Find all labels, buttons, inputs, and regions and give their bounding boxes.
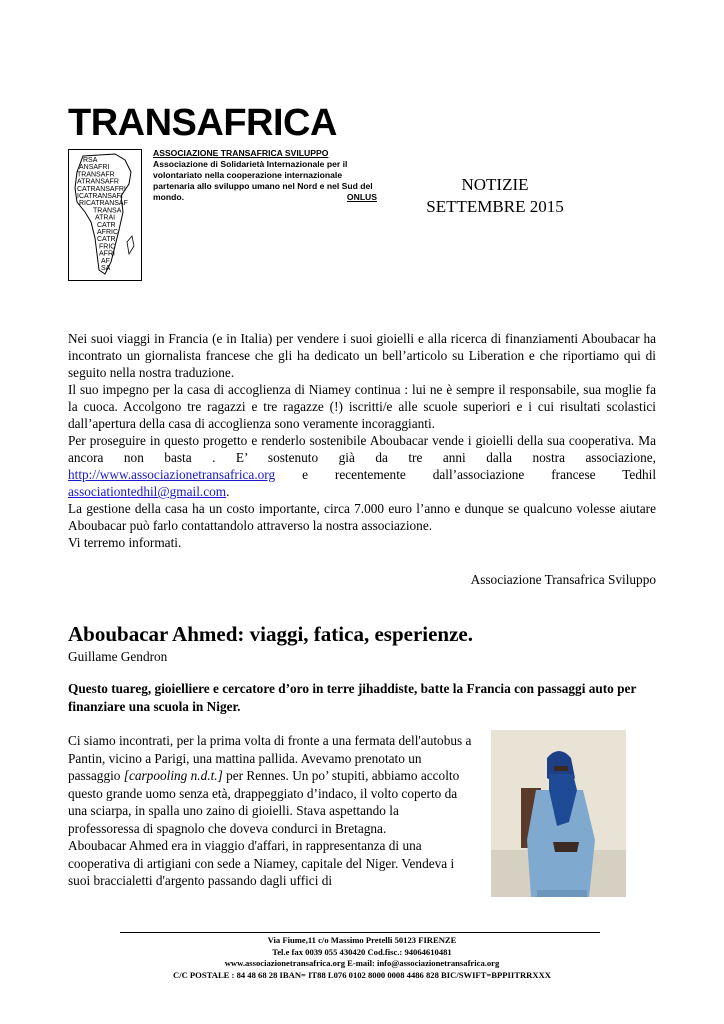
logo-text-line: AFRI [99,250,115,258]
africa-map-icon [69,150,141,280]
footer [68,935,656,981]
logo-text-line: ATRAI [95,214,116,222]
email-link[interactable]: associationtedhil@gmail.com [68,484,227,499]
logo-text-line: TRANSA [93,207,122,215]
logo-text-line: ICATRANSAFI [77,193,123,200]
article-paragraph: Aboubacar Ahmed era in viaggio d'affari, in rappresentanza di una cooperativa di artigiani con sede a Niamey, capitale del Niger. Vendeva i suoi braccialetti d'argento passando dagli uffici di [68,838,455,888]
website-link[interactable]: http://www.associazionetransafrica.org [68,467,276,482]
article-author: Guillame Gendron [68,649,168,664]
footer-phone: Tel.e fax 0039 055 430420 Cod.fisc.: 94064610481 [272,946,452,957]
article-lead: Questo tuareg, gioielliere e cercatore d’oro in terre jihaddiste, batte la Francia con passaggi auto per finanziare una scuola in Niger. [68,681,637,714]
logo-text-line: CATR [97,221,116,229]
logo-text-line: AFRIC [97,229,118,236]
portrait-photo [491,730,626,897]
tuareg-man-photo-icon [491,730,626,897]
onlus-label: ONLUS [346,192,377,202]
logo-text-line: ANSAFRI [79,164,110,172]
page-title: TRANSAFRICA [68,102,337,144]
intro-paragraph: Vi terremo informati. [68,535,182,550]
logo-text-line: ATRANSAFR [77,178,119,186]
footer-web: www.associazionetransafrica.org E-mail: info@associazionetransafrica.org [224,958,500,968]
logo-text-line: TRANSAFR [77,171,115,179]
intro-paragraph: Nei suoi viaggi in Francia (e in Italia) per vendere i suoi gioielli e alla ricerca di finanziamenti Aboubacar ha incontrato un giornalista francese che gli ha dedicato un bell’articolo su Liberation e che riportiamo qui di seguito nella nostra traduzione. [68,331,656,380]
association-description: Associazione di Solidarietà Internazionale per il volontariato nella cooperazione internazionale partenaria allo sviluppo umano nel Nord e nel Sud del mondo. [153,159,373,202]
signature: Associazione Transafrica Sviluppo [470,572,656,587]
association-block [153,148,381,203]
logo-text-line: AF [101,257,110,265]
footer-address: Via Fiume,11 c/o Massimo Pretelli 50123 FIRENZE [267,935,457,945]
article-paragraph: Ci siamo incontrati, per la prima volta di fronte a una fermata dell'autobus a Pantin, vicino a Parigi, una mattina pallida. Avevamo prenotato un passaggio [carpooling n.d.t.] per Rennes. Un po’ stupiti, abbiamo accolto questo grande uomo senza età, drappeggiato d’indaco, il volto coperto da una sciarpa, in spalla uno zaino di gioielli. Stava aspettando la professoressa di spagnolo che doveva condurci in Bretagna. [68,733,472,836]
logo-text-line: CATR [97,236,116,244]
intro-paragraph: Per proseguire in questo progetto e renderlo sostenibile Aboubacar vende i gioielli della sua cooperativa. Ma ancora non basta . E’ sostenuto già da tre anni dalla nostra associazione, http://www.associazionetransafrica.org e recentemente dall’associazione francese Tedhil associationtedhil@gmail.com. [68,433,657,499]
newsletter-date [410,174,580,218]
article-body [68,732,473,890]
intro-paragraph: Il suo impegno per la casa di accoglienza di Niamey continua : lui ne è sempre il responsabile, sua moglie fa la cuoca. Accolgono tre ragazzi e tre ragazze (!) iscritti/e alle scuole superiori e i cui risultati scolastici dall’apertura della casa di accoglienza sono veramente incoraggianti. [68,382,656,431]
logo-text-line: SA [101,265,111,272]
logo-text-line: RICATRANSAF [79,200,128,208]
logo-text-line: FRIC [99,243,116,251]
intro-text [68,330,656,551]
logo-text-line: CATRANSAFRI [77,185,126,193]
intro-paragraph: La gestione della casa ha un costo importante, circa 7.000 euro l’anno e dunque se qualcuno volesse aiutare Aboubacar può farlo contattandolo attraverso la nostra associazione. [68,501,656,533]
notizie-label: NOTIZIE [461,175,529,194]
logo-africa [68,149,142,281]
footer-divider [120,932,600,933]
association-name: ASSOCIAZIONE TRANSAFRICA SVILUPPO [153,148,329,158]
article-title: Aboubacar Ahmed: viaggi, fatica, esperienze. [68,622,473,646]
issue-date: SETTEMBRE 2015 [426,197,564,216]
logo-text-line: RSA [83,157,98,164]
footer-bank: C/C POSTALE : 84 48 68 28 IBAN= IT88 L076 0102 8000 0008 4486 828 BIC/SWIFT=BPPIITRRXXX [172,969,551,980]
